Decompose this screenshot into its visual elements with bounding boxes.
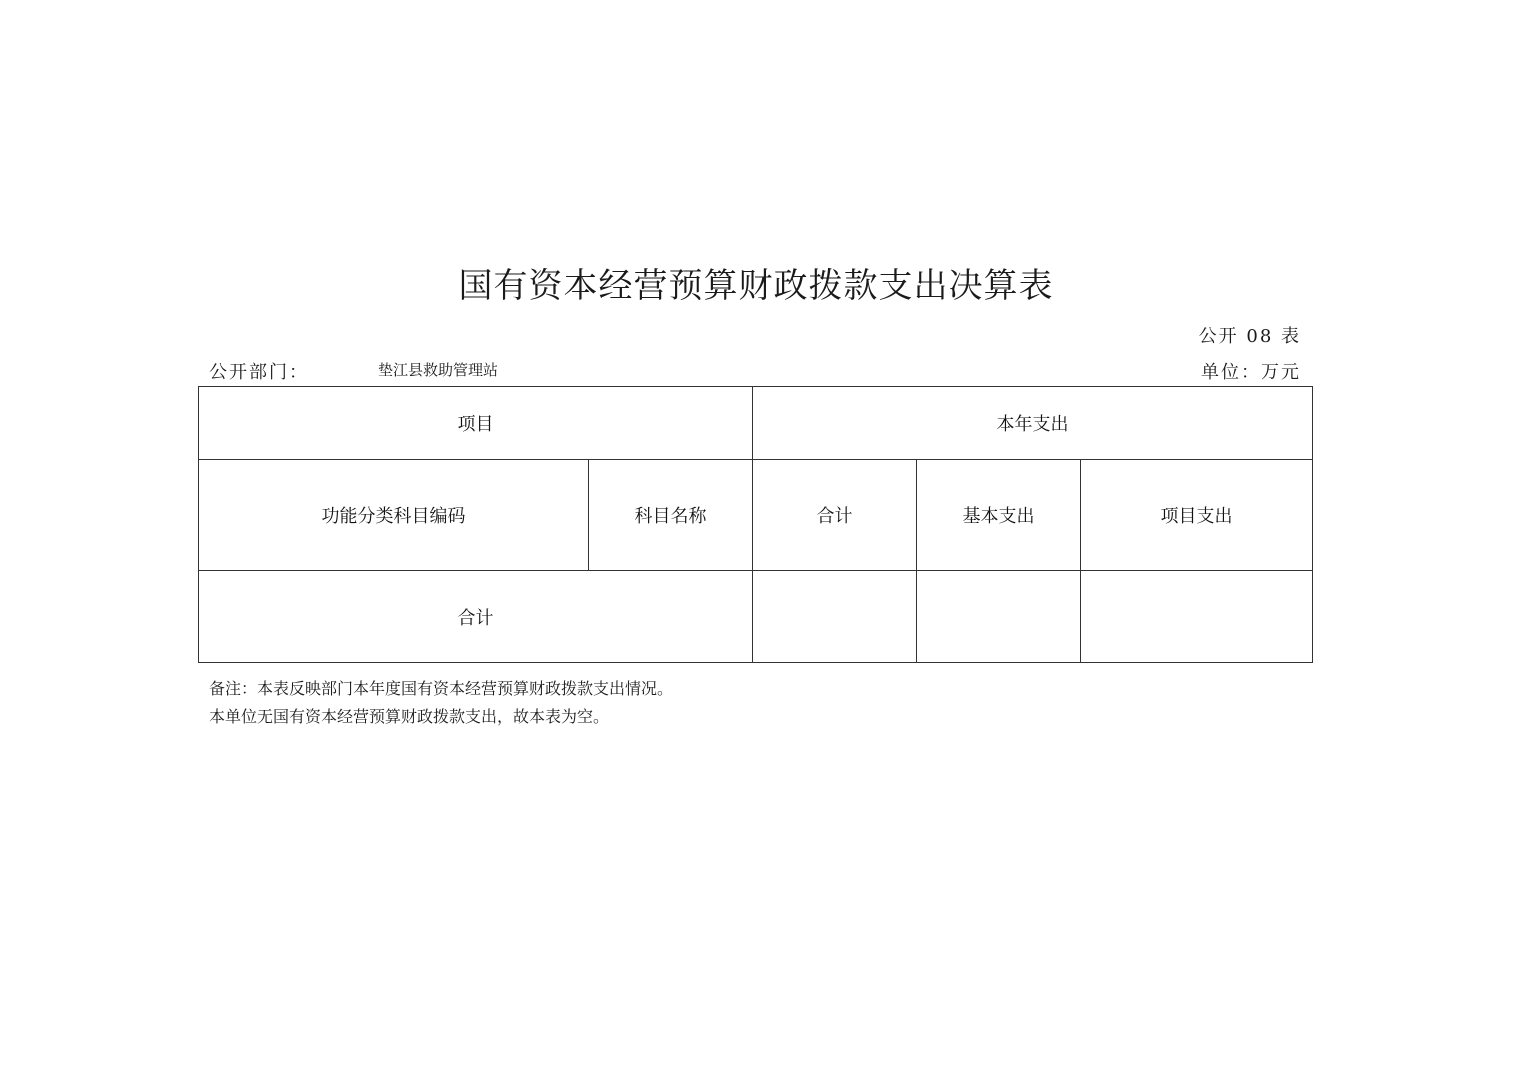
- total-row-label: 合计: [199, 571, 753, 663]
- table-subheader-row: [199, 460, 1313, 571]
- header-function-code: 功能分类科目编码: [199, 460, 589, 571]
- remark-line-1: 备注：本表反映部门本年度国有资本经营预算财政拨款支出情况。: [209, 679, 674, 698]
- expenditure-table: [198, 386, 1313, 663]
- header-project-expenditure: 项目支出: [1081, 460, 1313, 571]
- department-label: 公开部门：: [209, 362, 309, 383]
- header-total: 合计: [753, 460, 917, 571]
- header-subject-name: 科目名称: [589, 460, 753, 571]
- total-value-cell: [753, 571, 917, 663]
- remark-line-2: 本单位无国有资本经营预算财政拨款支出，故本表为空。: [209, 707, 610, 726]
- page-title: 国有资本经营预算财政拨款支出决算表: [458, 266, 1054, 306]
- header-current-year-expenditure: 本年支出: [753, 387, 1313, 460]
- table-total-row: [199, 571, 1313, 663]
- table-header-row: [199, 387, 1313, 460]
- unit-label: 单位：万元: [1201, 362, 1301, 383]
- header-basic-expenditure: 基本支出: [917, 460, 1081, 571]
- header-item: 项目: [199, 387, 753, 460]
- project-value-cell: [1081, 571, 1313, 663]
- form-number: 公开 08 表: [1198, 326, 1301, 347]
- basic-value-cell: [917, 571, 1081, 663]
- department-name: 垫江县救助管理站: [378, 361, 499, 379]
